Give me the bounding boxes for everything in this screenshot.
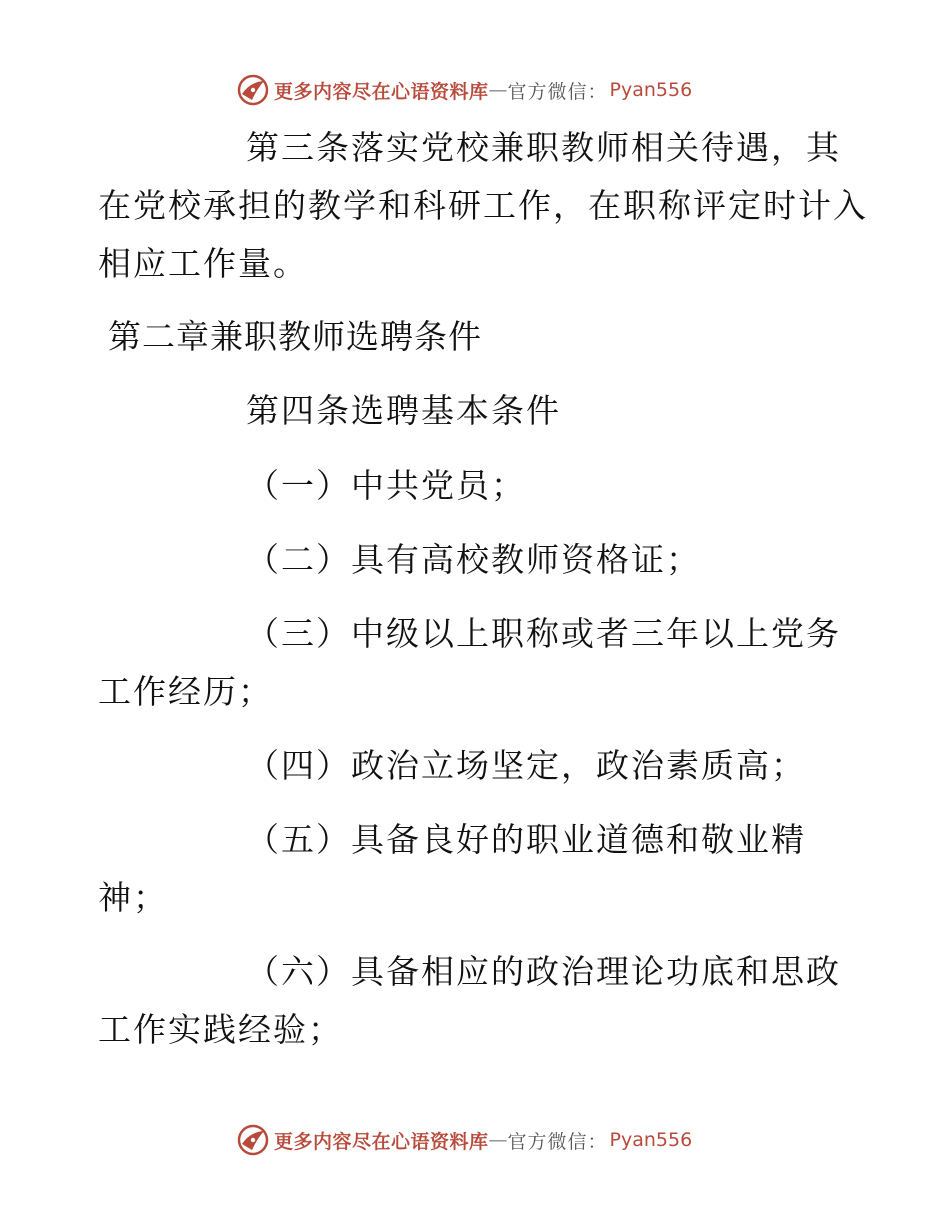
article-3-line-2: 在党校承担的教学和科研工作，在职称评定时计入	[98, 186, 868, 225]
banner-site-name: 更多内容尽在心语资料库	[274, 1130, 489, 1153]
article-3-line-1: 第三条落实党校兼职教师相关待遇，其	[246, 128, 841, 167]
condition-2: （二）具有高校教师资格证；	[246, 540, 701, 579]
condition-3-line-1: （三）中级以上职称或者三年以上党务	[246, 614, 841, 653]
banner-site-name: 更多内容尽在心语资料库	[274, 80, 489, 103]
condition-5-line-2: 神；	[98, 878, 168, 917]
article-3-line-3: 相应工作量。	[98, 244, 308, 283]
condition-6-line-1: （六）具备相应的政治理论功底和思政	[246, 952, 841, 991]
article-4-heading: 第四条选聘基本条件	[246, 391, 561, 430]
banner-wechat-label: 官方微信：	[507, 80, 608, 103]
condition-1: （一）中共党员；	[246, 466, 526, 505]
banner-wechat-label: 官方微信：	[507, 1130, 608, 1153]
footer-banner	[236, 1122, 692, 1158]
condition-6-line-2: 工作实践经验；	[98, 1010, 343, 1049]
banner-dash: —	[488, 1129, 508, 1151]
banner-wechat-id: Pyan556	[609, 79, 693, 101]
condition-5-line-1: （五）具备良好的职业道德和敬业精	[246, 820, 806, 859]
banner-wechat-id: Pyan556	[609, 1129, 693, 1151]
condition-4: （四）政治立场坚定，政治素质高；	[246, 746, 806, 785]
pen-nib-logo-icon	[236, 1123, 270, 1157]
header-banner	[236, 72, 692, 108]
condition-3-line-2: 工作经历；	[98, 672, 273, 711]
chapter-2-heading: 第二章兼职教师选聘条件	[108, 317, 482, 356]
banner-dash: —	[488, 79, 508, 101]
pen-nib-logo-icon	[236, 73, 270, 107]
